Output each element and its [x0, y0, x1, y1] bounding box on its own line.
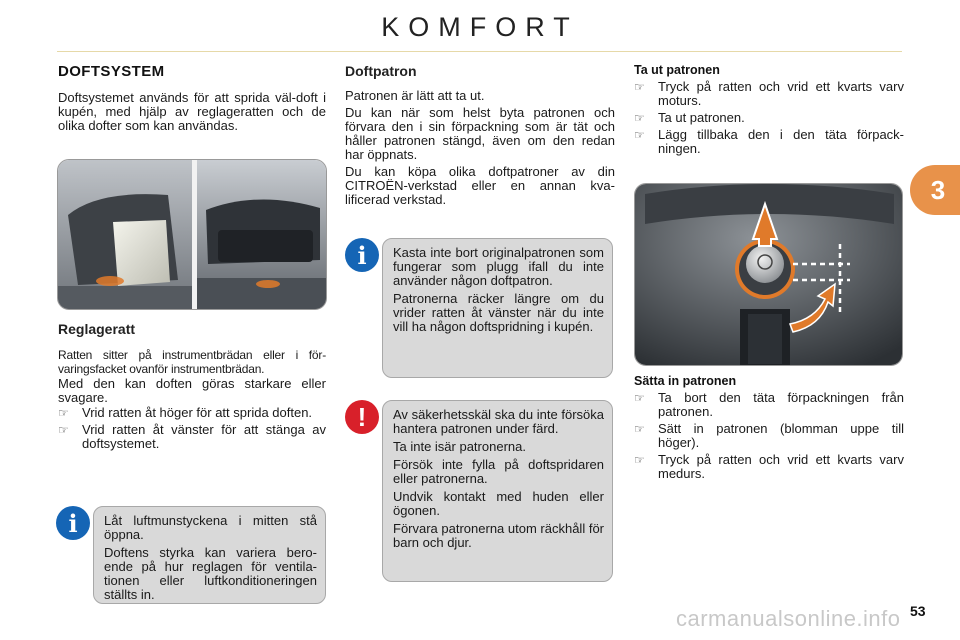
reglage-bullet-list	[58, 406, 326, 454]
reglage-para-1: Ratten sitter på instrumentbrädan eller i för-varingsfacket ovanför instrumentbrädan.	[58, 348, 326, 376]
list-item	[634, 453, 904, 481]
list-item-text: Ta bort den täta förpackningen från patronen.	[658, 390, 904, 419]
list-item-text: Tryck på ratten och vrid ett kvarts varv moturs.	[658, 79, 904, 108]
list-item	[58, 406, 326, 420]
note-text: Doftens styrka kan variera bero-ende på hur reglagen för ventila-tionen eller luftkonditioneringen ställts in.	[104, 545, 317, 602]
section-heading-doftsystem: DOFTSYSTEM	[58, 63, 165, 80]
info-note-ventilation	[93, 506, 326, 604]
pointing-hand-icon: ☞	[634, 128, 645, 142]
remove-bullet-list	[634, 80, 904, 159]
list-item	[634, 422, 904, 450]
chapter-tab: 3	[910, 165, 960, 215]
pointing-hand-icon: ☞	[58, 406, 69, 420]
pointing-hand-icon: ☞	[634, 111, 645, 125]
pointing-hand-icon: ☞	[634, 391, 645, 405]
info-icon: i	[56, 506, 90, 540]
info-note-cartridge	[382, 238, 613, 378]
note-text: Kasta inte bort originalpatronen som fungerar som plugg ifall du inte använder någon doftpatron.	[393, 245, 604, 288]
photo-dashboard-controls	[57, 159, 327, 310]
list-item	[634, 391, 904, 419]
sub-heading-reglageratt: Reglageratt	[58, 321, 136, 337]
note-text: Ta inte isär patronerna.	[393, 439, 526, 454]
list-item-text: Ta ut patronen.	[658, 110, 745, 125]
page-number: 53	[910, 603, 926, 619]
watermark: carmanualsonline.info	[676, 606, 901, 631]
heading-ta-ut-patronen: Ta ut patronen	[634, 63, 720, 77]
intro-text: Doftsystemet används för att sprida väl-doft i kupén, med hjälp av reglageratten och de olika dofter som kan användas.	[58, 90, 326, 133]
list-item-text: Tryck på ratten och vrid ett kvarts varv medurs.	[658, 452, 904, 481]
note-text: Patronerna räcker längre om du vrider ratten åt vänster när du inte vill ha någon doftspridning i kupén.	[393, 291, 604, 334]
doftpatron-text	[345, 89, 615, 210]
list-item-text: Lägg tillbaka den i den täta förpack-ningen.	[658, 127, 904, 156]
insert-bullet-list	[634, 391, 904, 484]
note-text: Undvik kontakt med huden eller ögonen.	[393, 489, 604, 518]
list-item-text: Sätt in patronen (blomman uppe till höger).	[658, 421, 904, 450]
list-item	[634, 80, 904, 108]
list-item-text: Vrid ratten åt höger för att sprida doften.	[82, 405, 313, 420]
paragraph: Du kan köpa olika doftpatroner av din CITROËN-verkstad eller en annan kva-lificerad verkstad.	[345, 164, 615, 207]
note-text: Låt luftmunstyckena i mitten stå öppna.	[104, 513, 317, 542]
pointing-hand-icon: ☞	[634, 453, 645, 467]
list-item-text: Vrid ratten åt vänster för att stänga av doftsystemet.	[82, 422, 326, 451]
note-text: Förvara patronerna utom räckhåll för barn och djur.	[393, 521, 604, 550]
list-item	[58, 423, 326, 451]
list-item	[634, 128, 904, 156]
info-icon: i	[345, 238, 379, 272]
warning-note-safety	[382, 400, 613, 582]
paragraph: Patronen är lätt att ta ut.	[345, 88, 485, 103]
header-divider	[57, 51, 902, 52]
page-title: KOMFORT	[381, 12, 579, 42]
list-item	[634, 111, 904, 125]
note-text: Av säkerhetsskäl ska du inte försöka hantera patronen under färd.	[393, 407, 604, 436]
warning-icon: !	[345, 400, 379, 434]
pointing-hand-icon: ☞	[58, 423, 69, 437]
pointing-hand-icon: ☞	[634, 422, 645, 436]
paragraph: Du kan när som helst byta patronen och förvara den i sin förpackning som är tät och håller patronen stängd, även om den redan har öppnats.	[345, 105, 615, 162]
sub-heading-doftpatron: Doftpatron	[345, 63, 417, 79]
photo-cartridge-dial	[634, 183, 903, 366]
note-text: Försök inte fylla på doftspridaren eller patronerna.	[393, 457, 604, 486]
pointing-hand-icon: ☞	[634, 80, 645, 94]
reglage-para-2: Med den kan doften göras starkare eller svagare.	[58, 376, 326, 405]
heading-satta-in-patronen: Sätta in patronen	[634, 374, 737, 388]
